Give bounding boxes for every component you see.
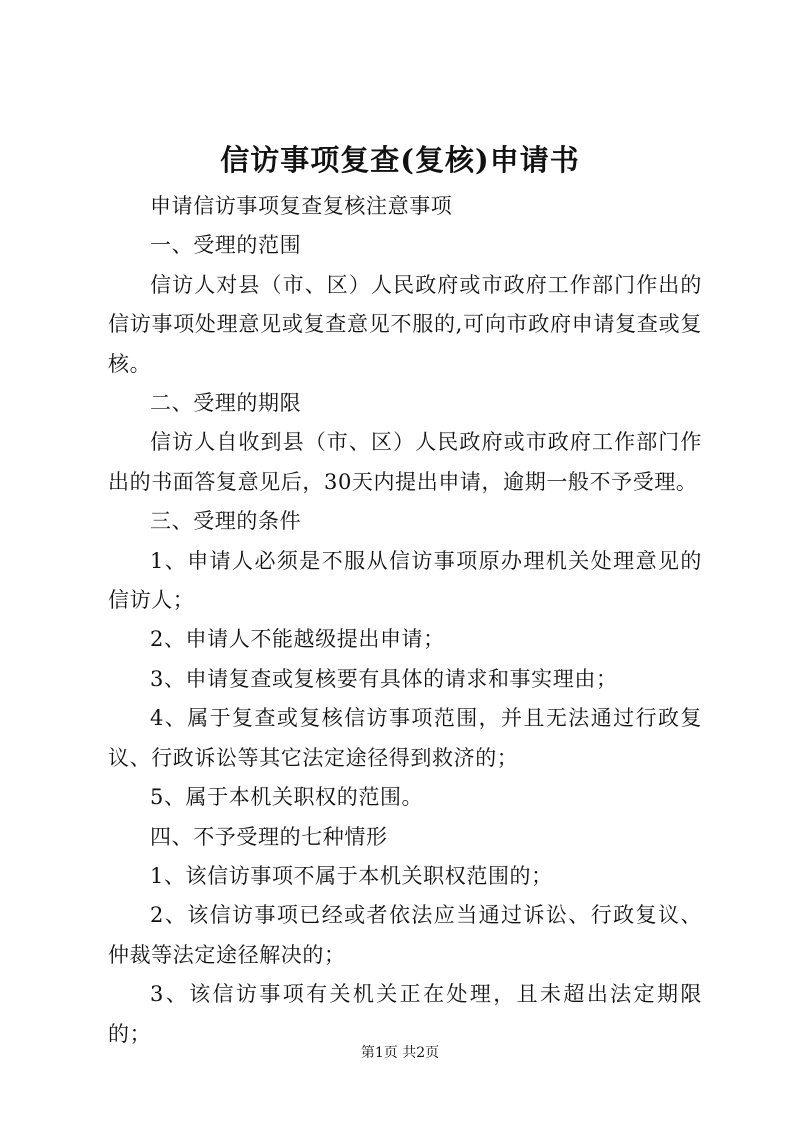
page-footer: 第1页 共2页	[360, 1045, 440, 1061]
paragraph-condition-2: 2、申请人不能越级提出申请；	[150, 627, 445, 652]
paragraph-exclusion-3: 3、该信访事项有关机关正在处理，且未超出法定期限的；	[108, 982, 702, 1046]
paragraph-exclusion-1: 1、该信访事项不属于本机关职权范围的；	[150, 863, 553, 888]
paragraph-scope-text: 信访人对县（市、区）人民政府或市政府工作部门作出的信访事项处理意见或复查意见不服的,可向市政府申请复查或复核。	[108, 272, 702, 376]
paragraph-section-2-heading: 二、受理的期限	[150, 391, 302, 416]
paragraph-condition-1: 1、申请人必须是不服从信访事项原办理机关处理意见的信访人；	[108, 548, 702, 613]
paragraph-section-3-heading: 三、受理的条件	[150, 509, 302, 534]
paragraph-condition-5: 5、属于本机关职权的范围。	[150, 785, 424, 810]
document-title: 信访事项复查(复核)申请书	[220, 143, 580, 177]
paragraph-deadline-text: 信访人自收到县（市、区）人民政府或市政府工作部门作出的书面答复意见后，30天内提出申请，逾期一般不予受理。	[108, 430, 702, 494]
paragraph-notice-heading: 申请信访事项复查复核注意事项	[150, 194, 453, 218]
paragraph-exclusion-2: 2、该信访事项已经或者依法应当通过诉讼、行政复议、仲裁等法定途径解决的；	[108, 903, 702, 967]
paragraph-section-4-heading: 四、不予受理的七种情形	[150, 824, 388, 849]
paragraph-condition-4: 4、属于复查或复核信访事项范围，并且无法通过行政复议、行政诉讼等其它法定途径得到救济的；	[108, 706, 702, 770]
paragraph-section-1-heading: 一、受理的范围	[150, 233, 302, 258]
document-body	[108, 187, 702, 1054]
paragraph-condition-3: 3、申请复查或复核要有具体的请求和事实理由；	[150, 666, 618, 691]
